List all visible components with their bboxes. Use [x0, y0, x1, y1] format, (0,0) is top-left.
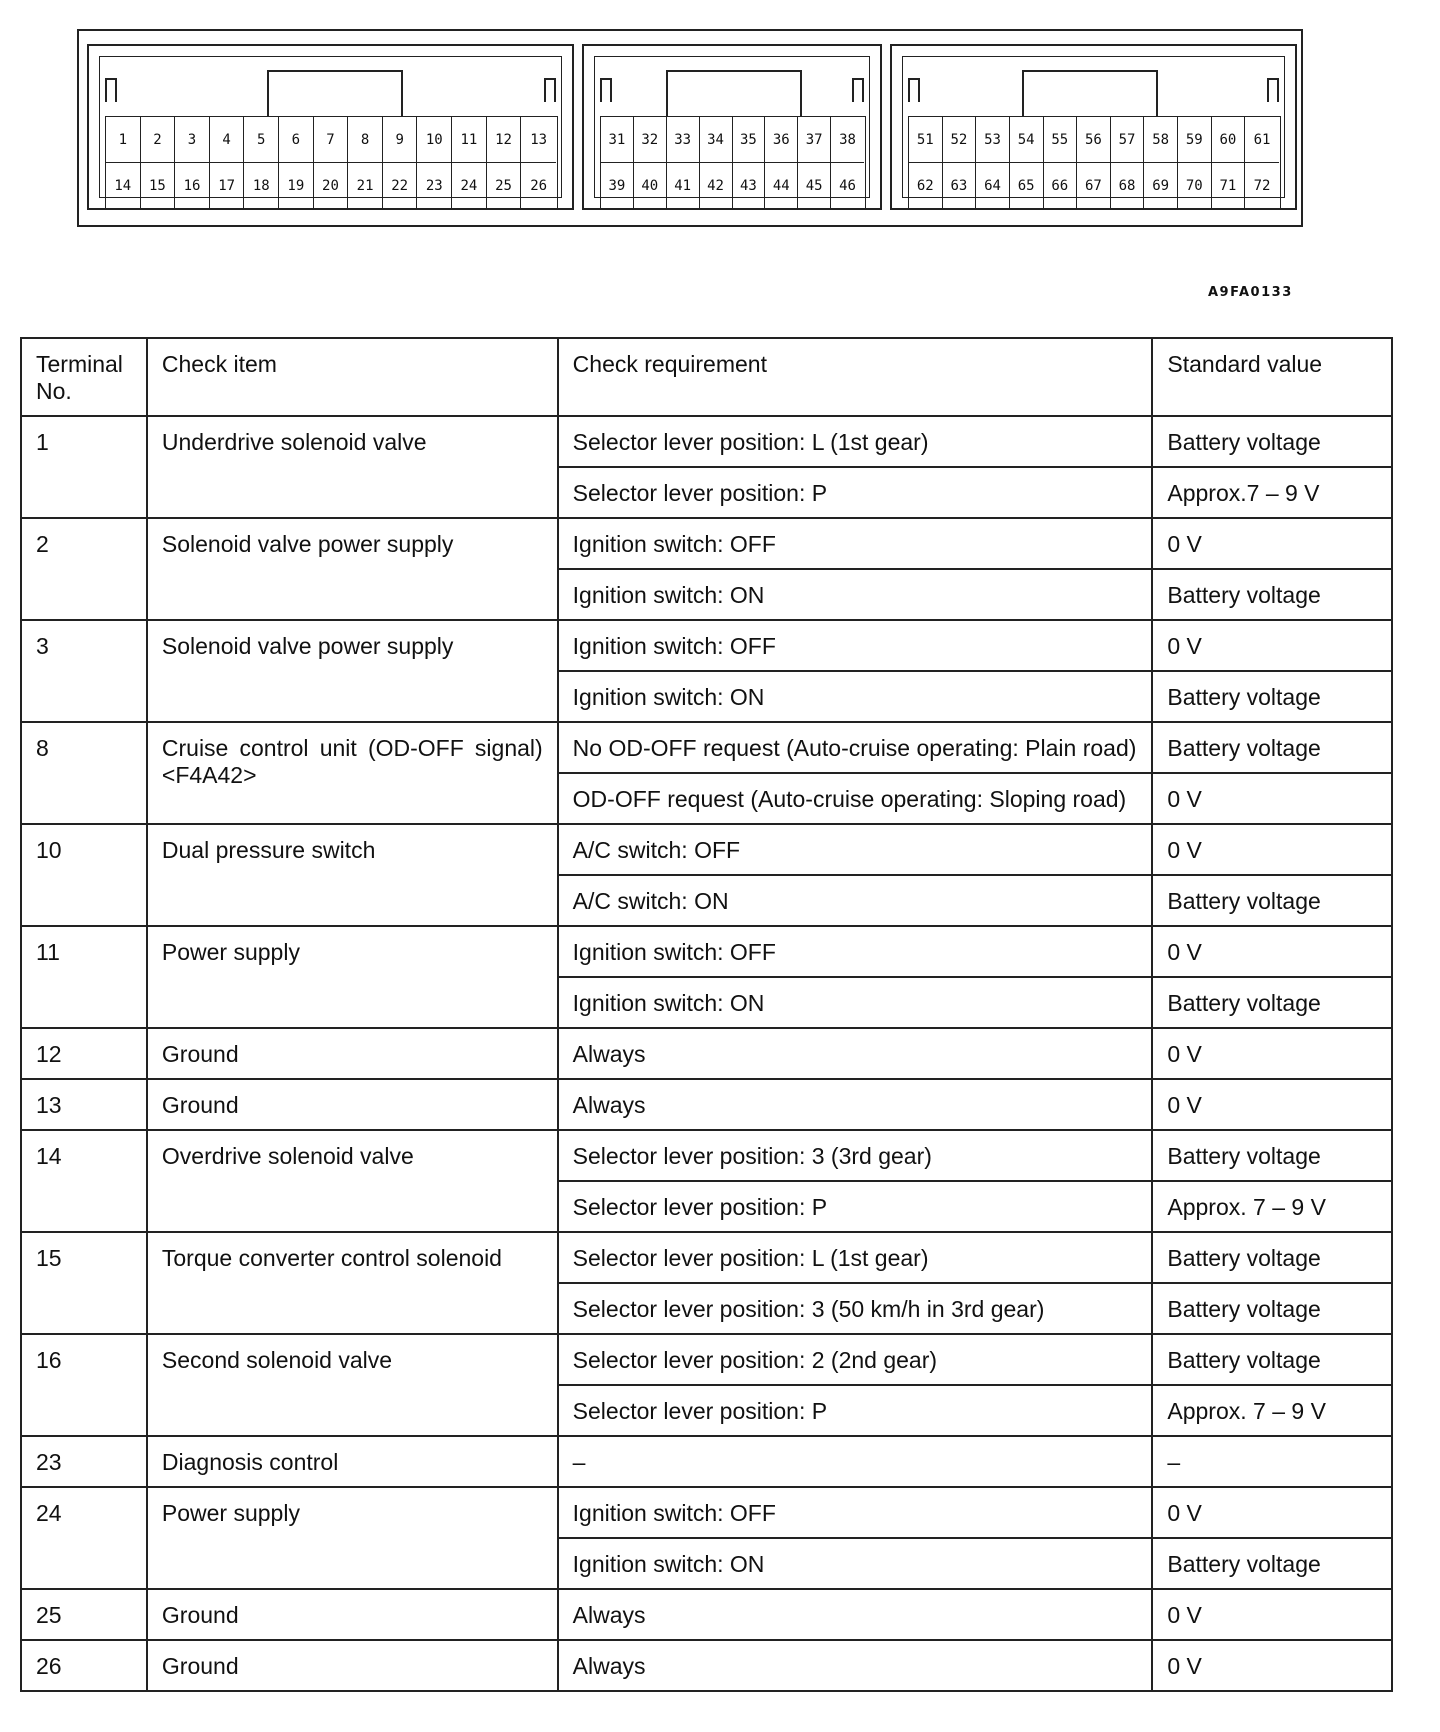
- connector-key-right: [1267, 78, 1279, 102]
- connector-pin: 34: [700, 117, 733, 163]
- connector-pin: 3: [175, 117, 210, 163]
- connector-pin: 10: [417, 117, 452, 163]
- connector-pin: 23: [417, 163, 452, 209]
- standard-value: Battery voltage: [1152, 569, 1392, 620]
- terminal-number: 15: [21, 1232, 147, 1334]
- table-row: [21, 1589, 1392, 1640]
- check-requirement: OD-OFF request (Auto-cruise operating: Sloping road): [558, 773, 1153, 824]
- standard-value: Battery voltage: [1152, 416, 1392, 467]
- connector-pin: 65: [1010, 163, 1044, 209]
- check-item: Overdrive solenoid valve: [147, 1130, 558, 1232]
- check-requirement: Selector lever position: P: [558, 467, 1153, 518]
- standard-value: Battery voltage: [1152, 1334, 1392, 1385]
- connector-pin: 52: [943, 117, 977, 163]
- check-requirement: Ignition switch: ON: [558, 671, 1153, 722]
- connector-key-right: [544, 78, 556, 102]
- check-item: Solenoid valve power supply: [147, 518, 558, 620]
- header-standard-value: Standard value: [1152, 338, 1392, 416]
- terminal-number: 1: [21, 416, 147, 518]
- check-item: Second solenoid valve: [147, 1334, 558, 1436]
- connector-pin: 62: [909, 163, 943, 209]
- connector-pin: 13: [521, 117, 556, 163]
- terminal-number: 25: [21, 1589, 147, 1640]
- pin-row: [106, 163, 557, 209]
- terminal-number: 14: [21, 1130, 147, 1232]
- check-requirement: Ignition switch: OFF: [558, 926, 1153, 977]
- connector-pin: 5: [244, 117, 279, 163]
- terminal-number: 2: [21, 518, 147, 620]
- connector-pin: 32: [634, 117, 667, 163]
- terminal-number: 3: [21, 620, 147, 722]
- connector-pin: 53: [976, 117, 1010, 163]
- check-requirement: Ignition switch: OFF: [558, 620, 1153, 671]
- connector-pin: 63: [943, 163, 977, 209]
- standard-value: Battery voltage: [1152, 1538, 1392, 1589]
- standard-value: 0 V: [1152, 518, 1392, 569]
- standard-value: Battery voltage: [1152, 671, 1392, 722]
- connector-pin: 70: [1178, 163, 1212, 209]
- standard-value: Battery voltage: [1152, 1232, 1392, 1283]
- standard-value: 0 V: [1152, 1079, 1392, 1130]
- check-requirement: Selector lever position: L (1st gear): [558, 416, 1153, 467]
- check-item: Underdrive solenoid valve: [147, 416, 558, 518]
- connector-pin: 7: [314, 117, 349, 163]
- table-row: [21, 1130, 1392, 1181]
- connector-pin: 40: [634, 163, 667, 209]
- connector-pin: 25: [487, 163, 522, 209]
- check-requirement: Selector lever position: P: [558, 1385, 1153, 1436]
- check-requirement: Always: [558, 1589, 1153, 1640]
- connector-pin: 42: [700, 163, 733, 209]
- check-requirement: No OD-OFF request (Auto-cruise operating: Plain road): [558, 722, 1153, 773]
- standard-value: Approx. 7 – 9 V: [1152, 1385, 1392, 1436]
- connector-pin: 71: [1212, 163, 1246, 209]
- standard-value: Battery voltage: [1152, 1130, 1392, 1181]
- connector-latch: [1022, 70, 1158, 116]
- connector-pin: 54: [1010, 117, 1044, 163]
- check-requirement: Always: [558, 1079, 1153, 1130]
- connector-pin: 44: [765, 163, 798, 209]
- connector-key-left: [600, 78, 612, 102]
- table-row: [21, 824, 1392, 875]
- pin-row: [601, 163, 865, 209]
- header-check-requirement: Check requirement: [558, 338, 1153, 416]
- standard-value: Battery voltage: [1152, 977, 1392, 1028]
- connector-pin: 37: [798, 117, 831, 163]
- connector-latch: [666, 70, 802, 116]
- terminal-number: 26: [21, 1640, 147, 1691]
- connector-pin: 15: [141, 163, 176, 209]
- connector-pin: 26: [530, 178, 548, 194]
- terminal-number: 24: [21, 1487, 147, 1589]
- connector-pin: 72: [1253, 178, 1271, 194]
- check-requirement: Ignition switch: ON: [558, 977, 1153, 1028]
- table-row: [21, 518, 1392, 569]
- connector-latch: [267, 70, 403, 116]
- pin-grid-3: [908, 116, 1281, 210]
- table-row: [21, 1232, 1392, 1283]
- standard-value: –: [1152, 1436, 1392, 1487]
- check-requirement: Ignition switch: OFF: [558, 1487, 1153, 1538]
- connector-pin: 24: [452, 163, 487, 209]
- connector-pin: 36: [765, 117, 798, 163]
- check-item: Ground: [147, 1640, 558, 1691]
- table-row: [21, 926, 1392, 977]
- header-terminal: Terminal No.: [21, 338, 147, 416]
- check-item: Dual pressure switch: [147, 824, 558, 926]
- standard-value: 0 V: [1152, 1487, 1392, 1538]
- standard-value: Battery voltage: [1152, 1283, 1392, 1334]
- connector-pin: 51: [909, 117, 943, 163]
- standard-value: 0 V: [1152, 926, 1392, 977]
- check-requirement: Ignition switch: ON: [558, 1538, 1153, 1589]
- check-requirement: Selector lever position: 2 (2nd gear): [558, 1334, 1153, 1385]
- connector-pin: 46: [839, 178, 856, 194]
- connector-pin: 69: [1144, 163, 1178, 209]
- check-item: Solenoid valve power supply: [147, 620, 558, 722]
- check-requirement: Selector lever position: 3 (50 km/h in 3rd gear): [558, 1283, 1153, 1334]
- connector-pin: 64: [976, 163, 1010, 209]
- check-requirement: Selector lever position: L (1st gear): [558, 1232, 1153, 1283]
- table-row: [21, 1640, 1392, 1691]
- terminal-number: 10: [21, 824, 147, 926]
- connector-pin: 66: [1044, 163, 1078, 209]
- connector-pin: 41: [667, 163, 700, 209]
- connector-pin: 39: [601, 163, 634, 209]
- connector-key-left: [105, 78, 117, 102]
- check-requirement: A/C switch: ON: [558, 875, 1153, 926]
- table-header-row: [21, 338, 1392, 416]
- standard-value: 0 V: [1152, 1028, 1392, 1079]
- check-item: Cruise control unit (OD-OFF signal) <F4A42>: [147, 722, 558, 824]
- connector-pin: 61: [1245, 117, 1279, 163]
- terminal-number: 11: [21, 926, 147, 1028]
- terminal-number: 23: [21, 1436, 147, 1487]
- check-requirement: –: [558, 1436, 1153, 1487]
- table-row: [21, 416, 1392, 467]
- terminal-number: 12: [21, 1028, 147, 1079]
- terminal-number: 16: [21, 1334, 147, 1436]
- terminal-check-table: [20, 337, 1393, 1692]
- check-item: Ground: [147, 1028, 558, 1079]
- pin-row: [909, 117, 1280, 163]
- connector-pin: 31: [601, 117, 634, 163]
- table-row: [21, 1436, 1392, 1487]
- check-item: Ground: [147, 1589, 558, 1640]
- pin-row: [601, 117, 865, 163]
- connector-pin: 2: [141, 117, 176, 163]
- standard-value: Battery voltage: [1152, 875, 1392, 926]
- connector-pin: 60: [1212, 117, 1246, 163]
- check-requirement: Ignition switch: OFF: [558, 518, 1153, 569]
- check-item: Torque converter control solenoid: [147, 1232, 558, 1334]
- check-requirement: Ignition switch: ON: [558, 569, 1153, 620]
- check-item: Diagnosis control: [147, 1436, 558, 1487]
- connector-pin: 55: [1044, 117, 1078, 163]
- standard-value: 0 V: [1152, 824, 1392, 875]
- table-row: [21, 1079, 1392, 1130]
- connector-block-3: [890, 44, 1297, 210]
- connector-pin: 8: [348, 117, 383, 163]
- check-requirement: Always: [558, 1640, 1153, 1691]
- standard-value: 0 V: [1152, 773, 1392, 824]
- connector-pin: 38: [831, 117, 864, 163]
- connector-pin: 22: [383, 163, 418, 209]
- connector-pin: 56: [1077, 117, 1111, 163]
- standard-value: 0 V: [1152, 1589, 1392, 1640]
- connector-pin: 12: [487, 117, 522, 163]
- check-requirement: Always: [558, 1028, 1153, 1079]
- table-row: [21, 620, 1392, 671]
- connector-pin: 58: [1144, 117, 1178, 163]
- connector-pin: 18: [244, 163, 279, 209]
- connector-pin: 43: [733, 163, 766, 209]
- connector-block-1: [87, 44, 574, 210]
- table-row: [21, 1334, 1392, 1385]
- check-item: Power supply: [147, 1487, 558, 1589]
- header-check-item: Check item: [147, 338, 558, 416]
- table-row: [21, 1487, 1392, 1538]
- terminal-number: 8: [21, 722, 147, 824]
- connector-pin: 33: [667, 117, 700, 163]
- connector-pin: 11: [452, 117, 487, 163]
- standard-value: Approx.7 – 9 V: [1152, 467, 1392, 518]
- connector-block-2: [582, 44, 882, 210]
- pin-grid-2: [600, 116, 866, 210]
- check-requirement: A/C switch: OFF: [558, 824, 1153, 875]
- pin-row: [106, 117, 557, 163]
- connector-pin: 57: [1111, 117, 1145, 163]
- connector-pin: 16: [175, 163, 210, 209]
- standard-value: 0 V: [1152, 1640, 1392, 1691]
- table-row: [21, 1028, 1392, 1079]
- pin-row: [909, 163, 1280, 209]
- connector-pin: 21: [348, 163, 383, 209]
- connector-pin: 67: [1077, 163, 1111, 209]
- standard-value: 0 V: [1152, 620, 1392, 671]
- figure-code: A9FA0133: [1208, 285, 1293, 300]
- check-requirement: Selector lever position: 3 (3rd gear): [558, 1130, 1153, 1181]
- connector-pin: 20: [314, 163, 349, 209]
- connector-pin: 9: [383, 117, 418, 163]
- connector-key-left: [908, 78, 920, 102]
- standard-value: Approx. 7 – 9 V: [1152, 1181, 1392, 1232]
- connector-pin: 19: [279, 163, 314, 209]
- terminal-number: 13: [21, 1079, 147, 1130]
- check-item: Power supply: [147, 926, 558, 1028]
- connector-diagram: [77, 29, 1303, 227]
- connector-pin: 35: [733, 117, 766, 163]
- pin-grid-1: [105, 116, 558, 210]
- connector-pin: 45: [798, 163, 831, 209]
- check-requirement: Selector lever position: P: [558, 1181, 1153, 1232]
- connector-pin: 14: [106, 163, 141, 209]
- connector-pin: 4: [210, 117, 245, 163]
- check-item: Ground: [147, 1079, 558, 1130]
- standard-value: Battery voltage: [1152, 722, 1392, 773]
- connector-pin: 1: [106, 117, 141, 163]
- connector-pin: 6: [279, 117, 314, 163]
- connector-pin: 59: [1178, 117, 1212, 163]
- connector-key-right: [852, 78, 864, 102]
- table-row: [21, 722, 1392, 773]
- connector-pin: 17: [210, 163, 245, 209]
- connector-pin: 68: [1111, 163, 1145, 209]
